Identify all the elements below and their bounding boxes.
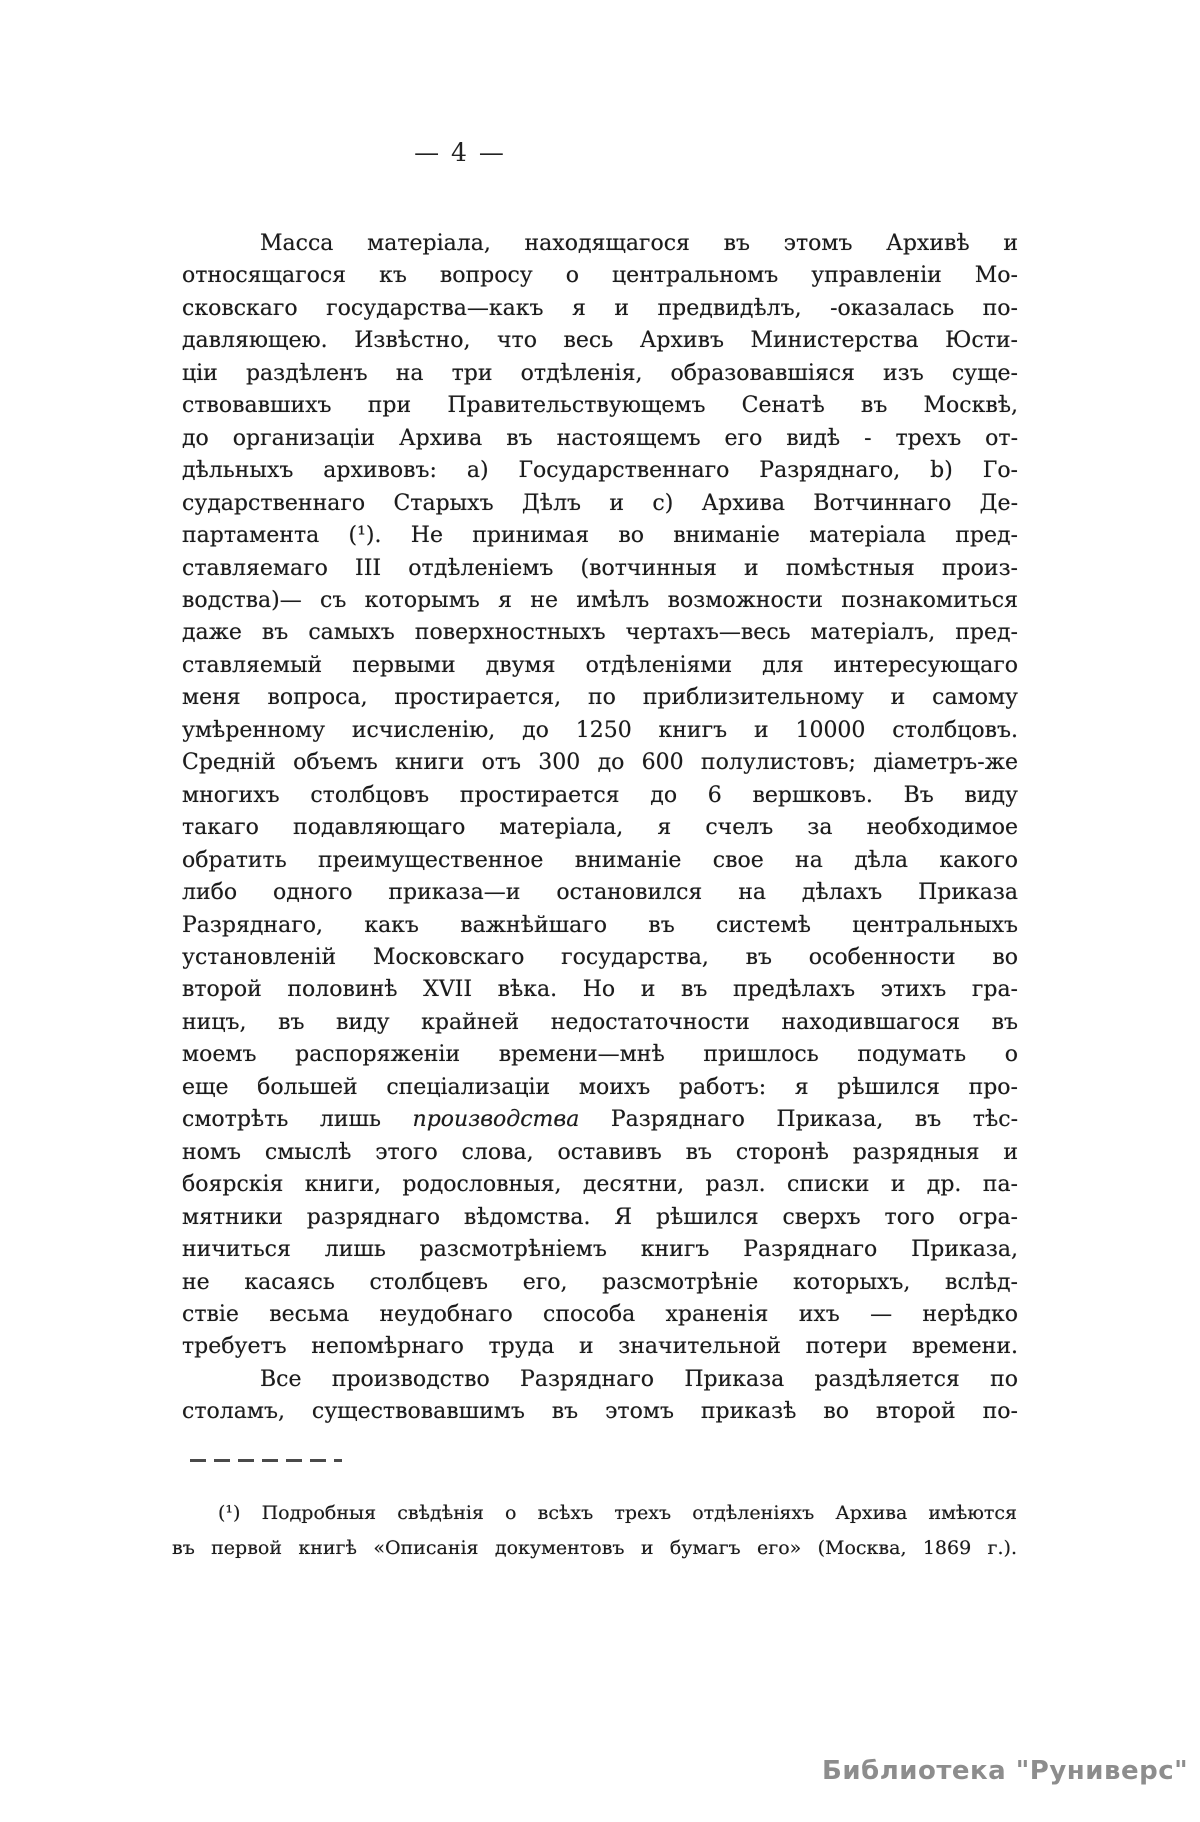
text-line: Разряднаго, какъ важнѣйшаго въ системѣ центральныхъ — [182, 912, 1018, 938]
text-line: Все производство Разряднаго Приказа раздѣляется по — [260, 1366, 1018, 1392]
text-line: такаго подавляющаго матеріала, я счелъ за необходимое — [182, 815, 1018, 841]
main-text — [182, 228, 1018, 1429]
text-line: требуетъ непомѣрнаго труда и значительной потери времени. — [182, 1334, 1018, 1360]
text-line: ствіе весьма неудобнаго способа храненія ихъ — нерѣдко — [182, 1301, 1018, 1327]
text-line: (¹) Подробныя свѣдѣнія о всѣхъ трехъ отдѣленіяхъ Архива имѣются — [218, 1502, 1017, 1524]
text-line: второй половинѣ XVII вѣка. Но и въ предѣлахъ этихъ гра- — [182, 977, 1018, 1003]
text-line: водства)— съ которымъ я не имѣлъ возможности познакомиться — [182, 587, 1018, 613]
text-line: обратить преимущественное вниманіе свое на дѣла какого — [182, 847, 1018, 873]
text-line: меня вопроса, простирается, по приблизительному и самому — [182, 685, 1018, 711]
text-line: ствовавшихъ при Правительствующемъ Сенатѣ въ Москвѣ, — [182, 393, 1018, 419]
text-line: партамента (¹). Не принимая во вниманіе матеріала пред- — [182, 523, 1018, 549]
text-line: мятники разряднаго вѣдомства. Я рѣшился сверхъ того огра- — [182, 1204, 1018, 1230]
text-line: до организаціи Архива въ настоящемъ его видѣ - трехъ от- — [182, 425, 1018, 451]
text-line: установленій Московскаго государства, въ особенности во — [182, 944, 1018, 970]
text-line: многихъ столбцовъ простирается до 6 вершковъ. Въ виду — [182, 782, 1018, 808]
text-line: Масса матеріала, находящагося въ этомъ Архивѣ и — [260, 231, 1018, 256]
text-line: ницъ, въ виду крайней недостаточности находившагося въ — [182, 1009, 1018, 1035]
text-line: ціи раздѣленъ на три отдѣленія, образовавшіяся изъ суще- — [182, 360, 1018, 386]
text-line: не касаясь столбцевъ его, разсмотрѣніе которыхъ, вслѣд- — [182, 1269, 1018, 1295]
text-line: ставляемаго III отдѣленіемъ (вотчинныя и помѣстныя произ- — [182, 555, 1018, 581]
text-line: ставляемый первыми двумя отдѣленіями для интересующаго — [182, 652, 1018, 678]
text-line-emphasis — [182, 1104, 1018, 1136]
text-line: Средній объемъ книги отъ 300 до 600 полулистовъ; діаметръ-же — [182, 750, 1018, 776]
paragraph-2 — [182, 1364, 1018, 1429]
text-line: моемъ распоряженіи времени—мнѣ пришлось подумать о — [182, 1042, 1018, 1068]
text-line: сударственнаго Старыхъ Дѣлъ и с) Архива Вотчиннаго Де- — [182, 490, 1018, 516]
paragraph-1 — [182, 228, 1018, 1104]
text-line: сковскаго государства—какъ я и предвидѣлъ, -оказалась по- — [182, 295, 1018, 321]
text-line: либо одного приказа—и остановился на дѣлахъ Приказа — [182, 880, 1018, 906]
text-line: столамъ, существовавшимъ въ этомъ приказѣ во второй по- — [182, 1399, 1018, 1425]
text-line: ничиться лишь разсмотрѣніемъ книгъ Разряднаго Приказа, — [182, 1237, 1018, 1263]
footnote-text — [172, 1496, 1017, 1566]
page-number: — 4 — — [414, 138, 506, 167]
text-line: умѣренному исчисленію, до 1250 книгъ и 10000 столбцовъ. — [182, 717, 1018, 743]
text-line: номъ смыслѣ этого слова, оставивъ въ сторонѣ разрядныя и — [182, 1139, 1018, 1165]
text-line: въ первой книгѣ «Описанія документовъ и бумагъ его» (Москва, 1869 г.). — [172, 1537, 1017, 1559]
text-line: относящагося къ вопросу о центральномъ управленіи Мо- — [182, 263, 1018, 289]
text-line: даже въ самыхъ поверхностныхъ чертахъ—весь матеріалъ, пред- — [182, 620, 1018, 646]
library-watermark: Библиотека "Руниверс" — [822, 1756, 1189, 1786]
footnote-separator — [190, 1459, 342, 1462]
text-segment: Разряднаго Приказа, въ тѣс- — [579, 1107, 1018, 1133]
text-segment: смотрѣть лишь — [182, 1107, 413, 1133]
text-line: еще большей спеціализаціи моихъ работъ: я рѣшился про- — [182, 1074, 1018, 1100]
italic-word: производства — [412, 1107, 580, 1133]
footnote — [172, 1496, 1017, 1566]
text-line: дѣльныхъ архивовъ: а) Государственнаго Разряднаго, b) Го- — [182, 458, 1018, 484]
text-line: давляющею. Извѣстно, что весь Архивъ Министерства Юсти- — [182, 328, 1018, 354]
paragraph-1-continued — [182, 1137, 1018, 1364]
text-line: боярскія книги, родословныя, десятни, разл. списки и др. па- — [182, 1172, 1018, 1198]
